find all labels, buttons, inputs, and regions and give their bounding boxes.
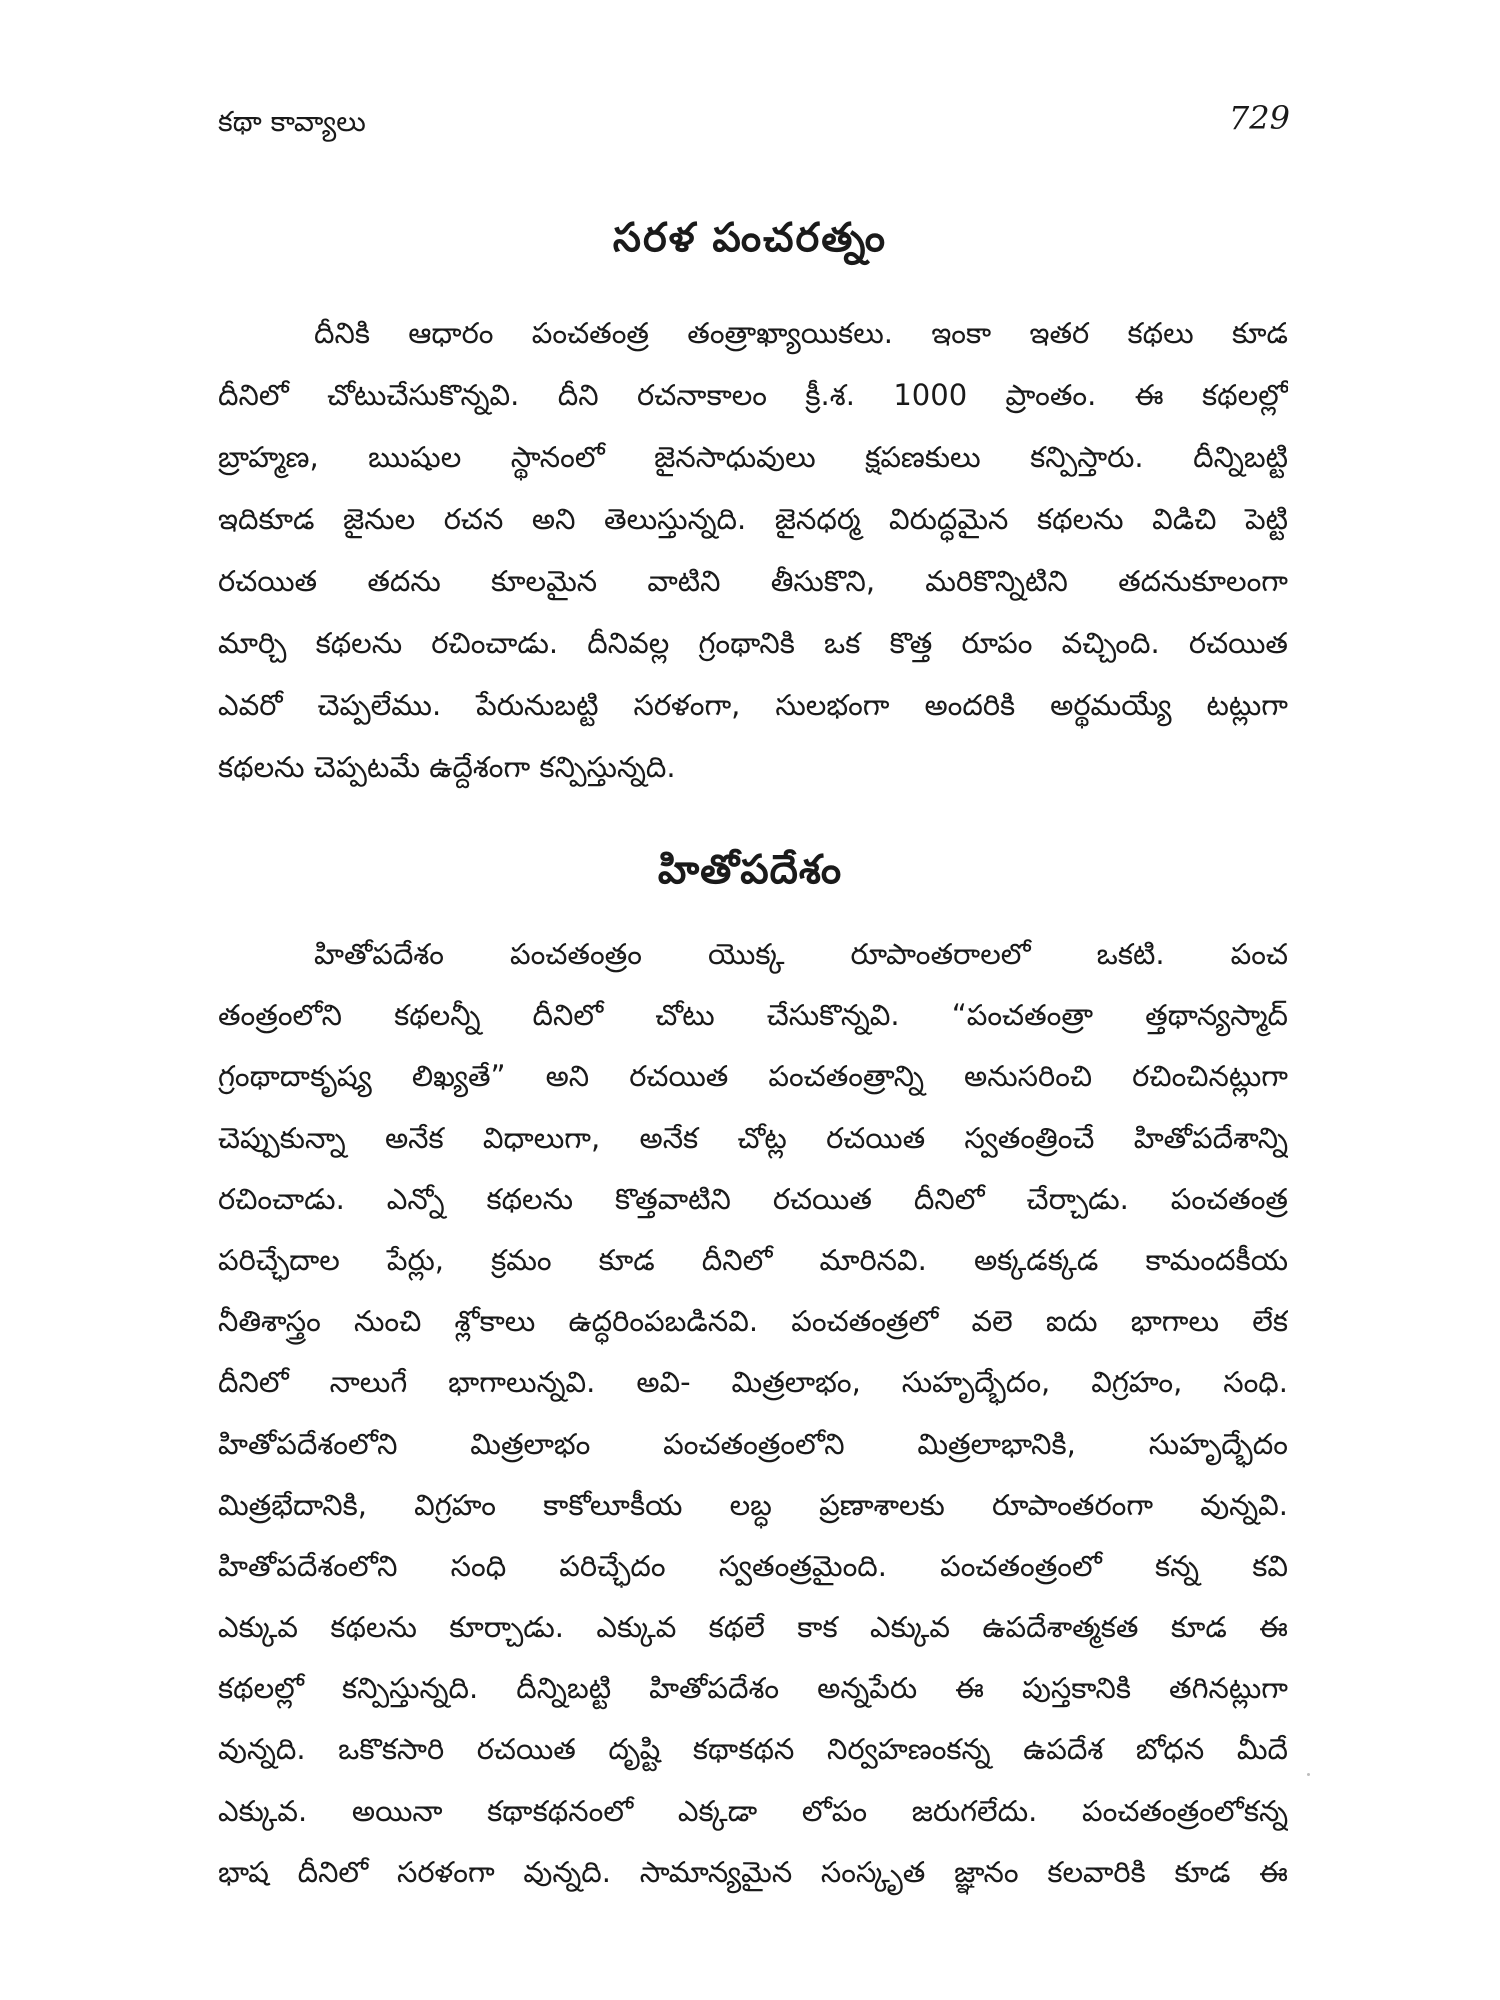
paragraph-line: దీనిలో చోటుచేసుకొన్నవి. దీని రచనాకాలం క్రీ.శ. 1000 ప్రాంతం. ఈ కథలల్లో <box>218 378 1288 412</box>
paragraph-line: కథలను చెప్పటమే ఉద్దేశంగా కన్పిస్తున్నది. <box>218 750 676 784</box>
section-body-hitopadesham <box>218 924 1288 1903</box>
paragraph-line: భాష దీనిలో సరళంగా వున్నది. సామాన్యమైన సంస్కృత జ్ఞానం కలవారికి కూడ ఈ <box>218 1854 1288 1889</box>
paragraph-line: దీనిలో నాలుగే భాగాలున్నవి. అవి- మిత్రలాభం, సుహృద్భేదం, విగ్రహం, సంధి. <box>218 1365 1288 1400</box>
section-heading-hitopadesham: హితోపదేశం <box>657 847 843 893</box>
paragraph-line: పరిచ్ఛేదాల పేర్లు, క్రమం కూడ దీనిలో మారినవి. అక్కడక్కడ కామందకీయ <box>218 1242 1288 1277</box>
paragraph-line: బ్రాహ్మణ, ఋషుల స్థానంలో జైనసాధువులు క్షపణకులు కన్పిస్తారు. దీన్నిబట్టి <box>218 440 1288 474</box>
paragraph-line: దీనికి ఆధారం పంచతంత్ర తంత్రాఖ్యాయికలు. ఇంకా ఇతర కథలు కూడ <box>314 316 1288 350</box>
paragraph-line: వున్నది. ఒకొకసారి రచయిత దృష్టి కథాకథన నిర్వహణంకన్న ఉపదేశ బోధన మీదే <box>218 1732 1288 1767</box>
paragraph-line: మిత్రభేదానికి, విగ్రహం కాకోలూకీయ లబ్ధ ప్రణాశాలకు రూపాంతరంగా వున్నవి. <box>218 1487 1288 1522</box>
paragraph-line: మార్చి కథలను రచించాడు. దీనివల్ల గ్రంథానికి ఒక కొత్త రూపం వచ్చింది. రచయిత <box>218 626 1288 660</box>
section-heading-sarala-pancharatnam: సరళ పంచరత్నం <box>612 215 888 261</box>
paragraph-line: రచయిత తదను కూలమైన వాటిని తీసుకొని, మరికొన్నిటిని తదనుకూలంగా <box>218 564 1288 598</box>
paragraph-line: నీతిశాస్త్రం నుంచి శ్లోకాలు ఉద్ధరింపబడినవి. పంచతంత్రలో వలె ఐదు భాగాలు లేక <box>218 1304 1288 1339</box>
paragraph-line: రచించాడు. ఎన్నో కథలను కొత్తవాటిని రచయిత దీనిలో చేర్చాడు. పంచతంత్ర <box>218 1181 1288 1216</box>
paragraph-line: ఎక్కువ. అయినా కథాకథనంలో ఎక్కడా లోపం జరుగలేదు. పంచతంత్రంలోకన్న <box>218 1793 1288 1828</box>
paragraph-line: ఎక్కువ కథలను కూర్చాడు. ఎక్కువ కథలే కాక ఎక్కువ ఉపదేశాత్మకత కూడ ఈ <box>218 1610 1288 1645</box>
paragraph-line: హితోపదేశంలోని మిత్రలాభం పంచతంత్రంలోని మిత్రలాభానికి, సుహృద్భేదం <box>218 1426 1288 1461</box>
paragraph-line: తంత్రంలోని కథలన్నీ దీనిలో చోటు చేసుకొన్నవి. “పంచతంత్రా త్తథాన్యస్మాద్ <box>218 998 1288 1033</box>
scan-speck <box>1307 1773 1310 1776</box>
paragraph-line: హితోపదేశంలోని సంధి పరిచ్ఛేదం స్వతంత్రమైంది. పంచతంత్రంలో కన్న కవి <box>218 1548 1288 1583</box>
section-body-sarala-pancharatnam <box>218 302 1288 798</box>
paragraph-line: ఇదికూడ జైనుల రచన అని తెలుస్తున్నది. జైనధర్మ విరుద్ధమైన కథలను విడిచి పెట్టి <box>218 502 1288 536</box>
page-number: 729 <box>1228 99 1290 137</box>
paragraph-line: కథలల్లో కన్పిస్తున్నది. దీన్నిబట్టి హితోపదేశం అన్నపేరు ఈ పుస్తకానికి తగినట్లుగా <box>218 1671 1288 1706</box>
paragraph-line: చెప్పుకున్నా అనేక విధాలుగా, అనేక చోట్ల రచయిత స్వతంత్రించే హితోపదేశాన్ని <box>218 1120 1288 1155</box>
running-title: కథా కావ్యాలు <box>218 105 366 138</box>
paragraph-line: గ్రంథాదాకృష్య లిఖ్యతే” అని రచయిత పంచతంత్రాన్ని అనుసరించి రచించినట్లుగా <box>218 1059 1288 1094</box>
paragraph-line: ఎవరో చెప్పలేము. పేరునుబట్టి సరళంగా, సులభంగా అందరికి అర్థమయ్యే టట్లుగా <box>218 688 1288 722</box>
paragraph-line: హితోపదేశం పంచతంత్రం యొక్క రూపాంతరాలలో ఒకటి. పంచ <box>314 937 1288 971</box>
